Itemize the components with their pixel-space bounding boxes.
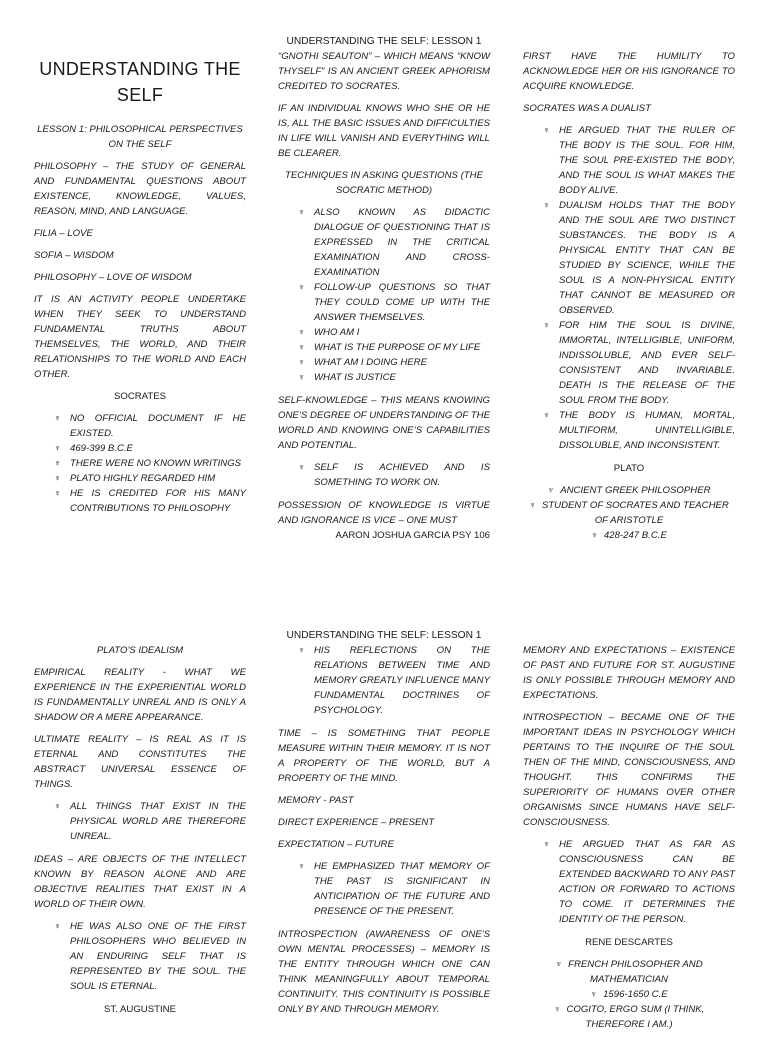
heading-socratic-method: TECHNIQUES IN ASKING QUESTIONS (THE SOCRATIC METHOD) [285, 170, 483, 196]
page-header: UNDERSTANDING THE SELF: LESSON 1 [286, 630, 482, 641]
list-item: ♆ HE ARGUED THAT AS FAR AS CONSCIOUSNESS CAN BE EXTENDED BACKWARD TO ANY PAST ACTION OR FORWARD TO ACTIONS TO COME. IT DETERMINES THE IDENTITY OF THE PERSON. [543, 839, 735, 925]
trident-icon: ♆ [543, 320, 550, 330]
trident-icon: ♆ [298, 342, 305, 352]
list-item: ♆ ALSO KNOWN AS DIDACTIC DIALOGUE OF QUESTIONING THAT IS EXPRESSED IN THE CRITICAL EXAMINATION AND CROSS-EXAMINATION [298, 207, 490, 278]
paragraph-love-of-wisdom: PHILOSOPHY – LOVE OF WISDOM [34, 272, 192, 283]
list-item: ♆ FRENCH PHILOSOPHER AND MATHEMATICIAN [555, 959, 703, 985]
list-item: ♆ ALL THINGS THAT EXIST IN THE PHYSICAL WORLD ARE THEREFORE UNREAL. [54, 801, 246, 842]
list-item: ♆ STUDENT OF SOCRATES AND TEACHER OF ARISTOTLE [529, 500, 729, 526]
heading-socrates: SOCRATES [113, 391, 167, 402]
top-column-2 [278, 34, 490, 543]
list-item: ♆ 428-247 B.C.E [591, 530, 667, 541]
paragraph-empirical-reality: EMPIRICAL REALITY - WHAT WE EXPERIENCE IN THE EXPERIENTIAL WORLD IS FUNDAMENTALLY UNREAL AND IS ONLY A SHADOW OR A MERE APPEARANCE. [34, 667, 246, 723]
trident-icon: ♆ [298, 372, 305, 382]
paragraph-gnothi-seauton: “GNOTHI SEAUTON” – WHICH MEANS “KNOW THYSELF” IS AN ANCIENT GREEK APHORISM CREDITED TO SOCRATES. [278, 51, 490, 92]
paragraph-filia: FILIA – LOVE [34, 228, 93, 239]
trident-icon: ♆ [54, 413, 61, 423]
list-item: ♆ WHAT IS JUSTICE [298, 372, 396, 383]
trident-icon: ♆ [529, 500, 536, 510]
paragraph-know-self: IF AN INDIVIDUAL KNOWS WHO SHE OR HE IS, ALL THE BASIC ISSUES AND DIFFICULTIES IN LIFE WILL VANISH AND EVERYTHING WILL BE CLEARER. [278, 103, 490, 159]
paragraph-dualist: SOCRATES WAS A DUALIST [523, 103, 651, 114]
list-item: ♆ NO OFFICIAL DOCUMENT IF HE EXISTED. [54, 413, 246, 439]
paragraph-ideas: IDEAS – ARE OBJECTS OF THE INTELLECT KNOWN BY REASON ALONE AND ARE OBJECTIVE REALITIES THAT EXIST IN A WORLD OF THEIR OWN. [34, 854, 246, 910]
list-item: ♆ FOLLOW-UP QUESTIONS SO THAT THEY COULD COME UP WITH THE ANSWER THEMSELVES. [298, 282, 490, 323]
list-item: ♆ COGITO, ERGO SUM (I THINK, THEREFORE I AM.) [553, 1004, 705, 1030]
paragraph-expectation: EXPECTATION – FUTURE [278, 839, 394, 850]
trident-icon: ♆ [553, 1004, 561, 1014]
socrates-bullet-list [34, 411, 246, 516]
list-item: ♆ HIS REFLECTIONS ON THE RELATIONS BETWEEN TIME AND MEMORY GREATLY INFLUENCE MANY FUNDAMENTAL DOCTRINES OF PSYCHOLOGY. [298, 645, 490, 716]
paragraph-philosophy: PHILOSOPHY – THE STUDY OF GENERAL AND FUNDAMENTAL QUESTIONS ABOUT EXISTENCE, KNOWLEDGE, VALUES, REASON, MIND, AND LANGUAGE. [34, 161, 246, 217]
trident-icon: ♆ [298, 861, 305, 871]
trident-icon: ♆ [298, 462, 305, 472]
paragraph-introspection-psychology: INTROSPECTION – BECAME ONE OF THE IMPORTANT IDEAS IN PSYCHOLOGY WHICH PERTAINS TO THE INQUIRE OF THE SOUL THEN OF THE MIND, CONSCIOUSNESS, AND THOUGHT. THIS CONFIRMS THE SUPERIORITY OF HUMANS OVER OTHER ORGANISMS SINCE HUMANS HAVE SELF-CONSCIOUSNESS. [523, 712, 735, 828]
trident-icon: ♆ [543, 839, 550, 849]
list-item: ♆ 1596-1650 C.E [590, 989, 668, 1000]
trident-icon: ♆ [543, 125, 550, 135]
top-column-1 [34, 48, 246, 524]
list-item: ♆ WHAT AM I DOING HERE [298, 357, 427, 368]
trident-icon: ♆ [543, 200, 550, 210]
paragraph-ultimate-reality: ULTIMATE REALITY – IS REAL AS IT IS ETERNAL AND CONSTITUTES THE ABSTRACT UNIVERSAL ESSENCE OF THINGS. [34, 734, 246, 790]
consciousness-bullet-list [523, 837, 735, 927]
lesson-subtitle: LESSON 1: PHILOSOPHICAL PERSPECTIVES ON THE SELF [37, 124, 243, 150]
paragraph-activity: IT IS AN ACTIVITY PEOPLE UNDERTAKE WHEN THEY SEEK TO UNDERSTAND FUNDAMENTAL TRUTHS ABOUT THEMSELVES, THE WORLD, AND THEIR RELATIONSHIPS TO THE WORLD AND EACH OTHER. [34, 294, 246, 380]
paragraph-sofia: SOFIA – WISDOM [34, 250, 114, 261]
heading-rene-descartes: RENE DESCARTES [585, 937, 673, 948]
self-knowledge-list [278, 460, 490, 490]
soul-bullet-list [34, 919, 246, 994]
trident-icon: ♆ [591, 530, 598, 540]
paragraph-self-knowledge: SELF-KNOWLEDGE – THIS MEANS KNOWING ONE’S DEGREE OF UNDERSTANDING OF THE WORLD AND KNOWING ONE’S CAPABILITIES AND POTENTIAL. [278, 395, 490, 451]
paragraph-humility: FIRST HAVE THE HUMILITY TO ACKNOWLEDGE HER OR HIS IGNORANCE TO ACQUIRE KNOWLEDGE. [523, 51, 735, 92]
trident-icon: ♆ [298, 282, 305, 292]
paragraph-memory-expectations: MEMORY AND EXPECTATIONS – EXISTENCE OF PAST AND FUTURE FOR ST. AUGUSTINE IS ONLY POSSIBLE THROUGH MEMORY AND EXPECTATIONS. [523, 645, 735, 701]
trident-icon: ♆ [298, 327, 305, 337]
list-item: ♆ SELF IS ACHIEVED AND IS SOMETHING TO WORK ON. [298, 462, 490, 488]
page-header: UNDERSTANDING THE SELF: LESSON 1 [286, 36, 482, 47]
list-item: ♆ DUALISM HOLDS THAT THE BODY AND THE SOUL ARE TWO DISTINCT SUBSTANCES. THE BODY IS A PHYSICAL ENTITY THAT CAN BE STUDIED BY SCIENCE, WHILE THE SOUL IS A NON-PHYSICAL ENTITY THAT CANNOT BE MEASURED OR OBSERVED. [543, 200, 735, 316]
augustine-reflections-list [278, 643, 490, 718]
trident-icon: ♆ [54, 443, 61, 453]
trident-icon: ♆ [543, 410, 550, 420]
list-item: ♆ WHAT IS THE PURPOSE OF MY LIFE [298, 342, 481, 353]
list-item: ♆ HE IS CREDITED FOR HIS MANY CONTRIBUTIONS TO PHILOSOPHY [54, 488, 246, 514]
trident-icon: ♆ [298, 207, 305, 217]
idealism-bullet-list [34, 799, 246, 844]
top-column-3 [523, 49, 735, 551]
trident-icon: ♆ [54, 921, 61, 931]
trident-icon: ♆ [298, 645, 305, 655]
heading-plato: PLATO [613, 463, 645, 474]
socratic-method-list [278, 205, 490, 385]
memory-bullet-list [278, 859, 490, 919]
paragraph-memory-past: MEMORY - PAST [278, 795, 354, 806]
trident-icon: ♆ [555, 959, 563, 969]
list-item: ♆ THE BODY IS HUMAN, MORTAL, MULTIFORM, UNINTELLIGIBLE, DISSOLUBLE, AND INCONSISTENT. [543, 410, 735, 451]
trident-icon: ♆ [54, 458, 61, 468]
heading-platos-idealism: PLATO'S IDEALISM [96, 645, 184, 656]
bottom-column-3 [523, 643, 735, 1040]
trident-icon: ♆ [54, 473, 61, 483]
list-item: ♆ ANCIENT GREEK PHILOSOPHER [547, 485, 711, 496]
trident-icon: ♆ [298, 357, 305, 367]
trident-icon: ♆ [54, 488, 61, 498]
dualism-bullet-list [523, 123, 735, 453]
list-item: ♆ THERE WERE NO KNOWN WRITINGS [54, 458, 242, 469]
list-item: ♆ HE ARGUED THAT THE RULER OF THE BODY IS THE SOUL. FOR HIM, THE SOUL PRE-EXISTED THE BODY, AND THE SOUL IS WHAT MAKES THE BODY ALIVE. [543, 125, 735, 196]
bottom-column-2 [278, 628, 490, 1024]
bottom-column-1 [34, 643, 246, 1024]
list-item: ♆ HE WAS ALSO ONE OF THE FIRST PHILOSOPHERS WHO BELIEVED IN AN ENDURING SELF THAT IS REPRESENTED BY THE SOUL. THE SOUL IS ETERNAL. [54, 921, 246, 992]
list-item: ♆ WHO AM I [298, 327, 360, 338]
paragraph-time: TIME – IS SOMETHING THAT PEOPLE MEASURE WITHIN THEIR MEMORY. IT IS NOT A PROPERTY OF THE WORLD, BUT A PROPERTY OF THE MIND. [278, 728, 490, 784]
trident-icon: ♆ [547, 485, 555, 495]
paragraph-virtue: POSSESSION OF KNOWLEDGE IS VIRTUE AND IGNORANCE IS VICE – ONE MUST [278, 500, 490, 526]
list-item: ♆ 469-399 B.C.E [54, 443, 133, 454]
paragraph-direct-experience: DIRECT EXPERIENCE – PRESENT [278, 817, 435, 828]
trident-icon: ♆ [54, 801, 61, 811]
list-item: ♆ PLATO HIGHLY REGARDED HIM [54, 473, 216, 484]
plato-bullet-list [523, 483, 735, 543]
heading-st-augustine: ST. AUGUSTINE [104, 1004, 176, 1015]
trident-icon: ♆ [590, 989, 598, 999]
paragraph-introspection: INTROSPECTION (AWARENESS OF ONE'S OWN MENTAL PROCESSES) – MEMORY IS THE ENTITY THROUGH WHICH ONE CAN THINK MEANINGFULLY ABOUT TEMPORAL CONTINUITY. THIS CONTINUITY IS POSSIBLE ONLY BY AND THROUGH MEMORY. [278, 929, 490, 1015]
list-item: ♆ FOR HIM THE SOUL IS DIVINE, IMMORTAL, INTELLIGIBLE, UNIFORM, INDISSOLUBLE, AND EVER SELF-CONSISTENT AND INVARIABLE. DEATH IS THE RELEASE OF THE SOUL FROM THE BODY. [543, 320, 735, 406]
document-title: UNDERSTANDING THE SELF [39, 59, 241, 105]
list-item: ♆ HE EMPHASIZED THAT MEMORY OF THE PAST IS SIGNIFICANT IN ANTICIPATION OF THE FUTURE AND PRESENCE OF THE PRESENT. [298, 861, 490, 917]
author-footer: AARON JOSHUA GARCIA PSY 106 [335, 530, 490, 541]
descartes-bullet-list [523, 957, 735, 1032]
